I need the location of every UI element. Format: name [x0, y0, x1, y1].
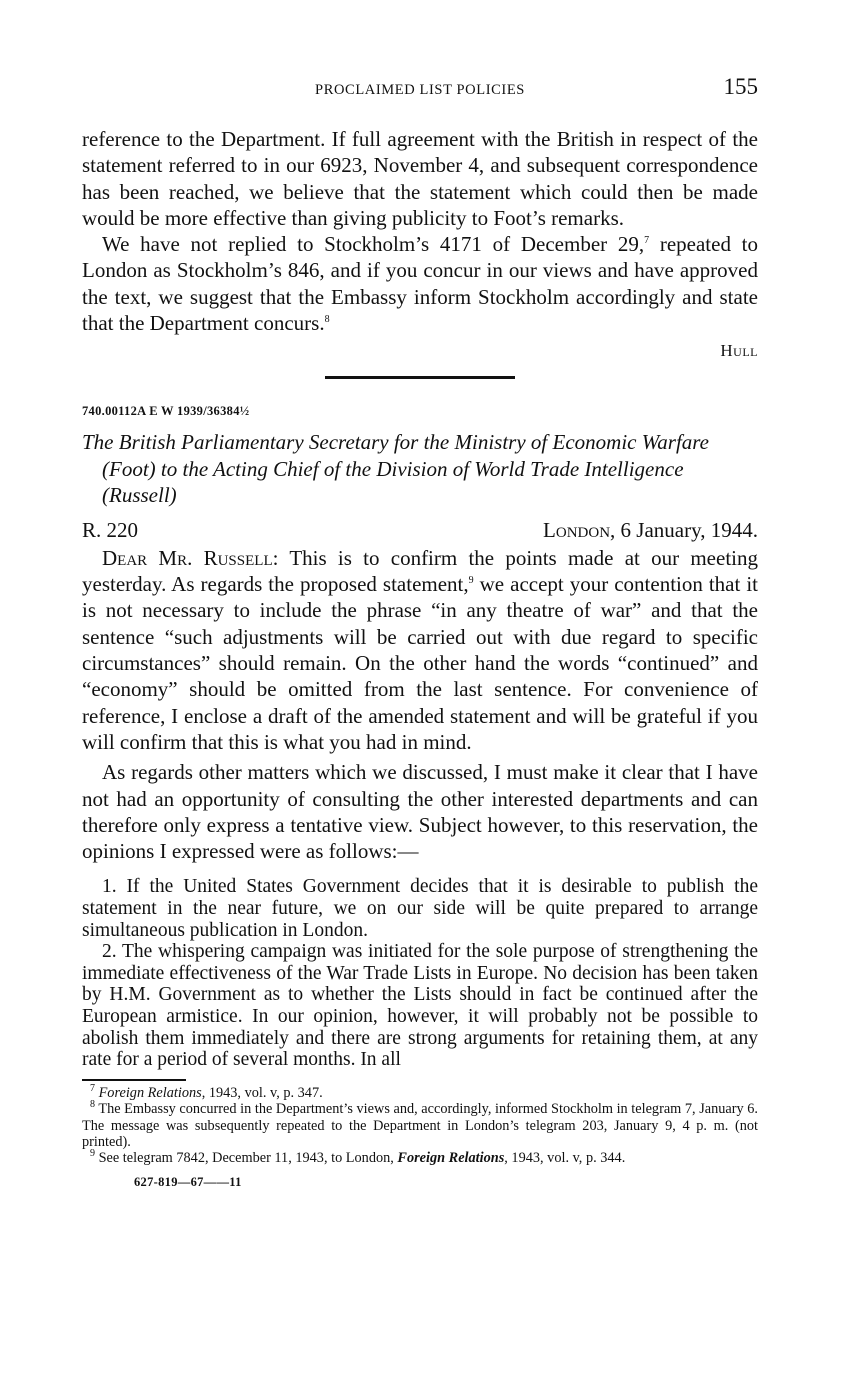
file-number: 740.00112A E W 1939/36384½ — [82, 404, 250, 419]
footnotes — [82, 1085, 758, 1167]
place-date — [543, 517, 758, 543]
footnote-ref-8: 8 — [324, 314, 330, 326]
date: , 6 January, 1944. — [610, 517, 758, 542]
document-title: The British Parliamentary Secretary for the Ministry of Economic Warfare (Foot) to the Acting Chief of the Division of World Trade Intelligence (Russell) — [82, 430, 710, 508]
footnote-source: Foreign Relations — [397, 1150, 505, 1167]
paragraph-text: : This is to confirm the points made at our meeting yesterday. As regards the proposed statement, — [82, 545, 758, 597]
signature: Hull — [720, 341, 758, 361]
footnote-text: , 1943, vol. v, p. 347. — [201, 1084, 323, 1101]
footnote-mark: 9 — [90, 1148, 95, 1160]
footnote-mark: 8 — [90, 1099, 95, 1111]
footnote-9 — [82, 1150, 758, 1166]
continuation-paragraph-2 — [82, 231, 758, 336]
paragraph-text: we accept your contention that it is not necessary to include the phrase “in any theatre of war” and that the sentence “such adjustments will be carried out with due regard to specific circumstances” should remain. On the other hand the words “continued” and “economy” should be omitted from the last sentence. For convenience of reference, I enclose a draft of the amended statement and will be grateful if you will confirm that this is what you had in mind. — [82, 572, 758, 754]
page-number: 155 — [723, 74, 758, 99]
numbered-points — [82, 876, 758, 1070]
continuation-text — [82, 126, 758, 364]
letter-paragraph-1 — [82, 545, 758, 755]
footnote-ref-7: 7 — [644, 235, 650, 247]
paragraph-text: repeated to London as Stockholm’s 846, and if you concur in our views and have approved the text, we suggest that the Embassy inform Stockholm accordingly and state that the Department concurs. — [82, 232, 758, 336]
footnote-source: Foreign Relations — [98, 1084, 202, 1101]
continuation-paragraph: reference to the Department. If full agreement with the British in respect of the statement referred to in our 6923, November 4, and subsequent correspondence has been reached, we believe that the statement which could then be made would be more effective than giving publicity to Foot’s remarks. — [82, 127, 758, 230]
dateline — [82, 517, 758, 543]
footnote-ref-9: 9 — [468, 575, 474, 587]
point-2: 2. The whispering campaign was initiated for the sole purpose of strengthening the immediate effectiveness of the War Trade Lists in Europe. No decision has been taken by H.M. Government as to whether the Lists should in fact be continued after the European armistice. In our opinion, however, it will probably not be possible to abolish them immediately and there are strong arguments for retaining them, at any rate for a period of several months. In all — [82, 941, 758, 1071]
footnote-text: See telegram 7842, December 11, 1943, to London, — [98, 1150, 398, 1167]
footnote-divider — [82, 1079, 186, 1081]
footnote-7 — [82, 1085, 758, 1101]
footnote-text: The Embassy concurred in the Department’s views and, accordingly, informed Stockholm in telegram 7, January 6. The message was subsequently repeated to the Department in London’s telegram 203, January 9, 4 p. m. (not printed). — [82, 1101, 758, 1150]
page-header — [82, 74, 758, 106]
footnote-8 — [82, 1101, 758, 1150]
running-head: PROCLAIMED LIST POLICIES — [315, 82, 525, 98]
letter-paragraph-2: As regards other matters which we discussed, I must make it clear that I have not had an opportunity of consulting the other interested departments and can therefore only express a tentative view. Subject however, to this reservation, the opinions I expressed were as follows:— — [82, 760, 758, 864]
salutation: Dear Mr. Russell — [102, 545, 273, 570]
section-divider — [325, 376, 515, 379]
print-code: 627-819—67——11 — [134, 1174, 242, 1189]
page — [82, 74, 758, 1190]
point-1: 1. If the United States Government decides that it is desirable to publish the statement in the near future, we on our side will be quite prepared to arrange simultaneous publication in London. — [82, 876, 758, 941]
paragraph-text: We have not replied to Stockholm’s 4171 of December 29, — [102, 232, 645, 257]
reference-number: R. 220 — [82, 517, 139, 542]
footnote-text: , 1943, vol. v, p. 344. — [504, 1150, 626, 1167]
footnote-mark: 7 — [90, 1083, 95, 1095]
place: London — [543, 517, 611, 542]
letter-body — [82, 545, 758, 865]
